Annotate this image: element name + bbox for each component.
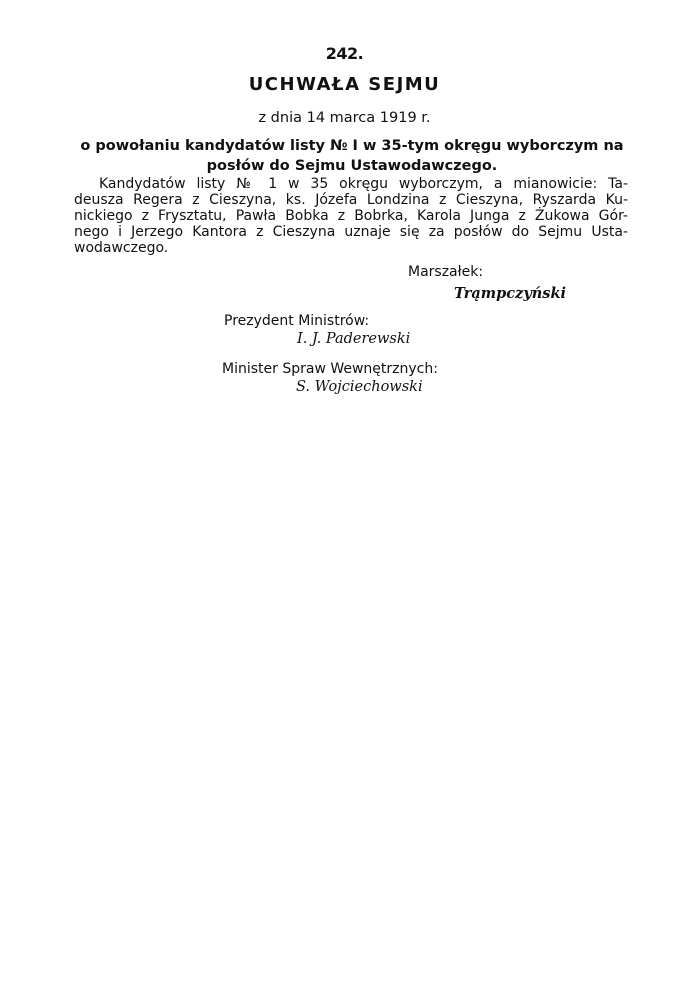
body-line: Kandydatów listy № 1 w 35 okręgu wyborczym, a mianowicie: Ta- bbox=[99, 176, 628, 192]
signature-name: Trąmpczyński bbox=[454, 285, 566, 302]
signature-role: Marszałek: bbox=[408, 264, 484, 280]
body-line: nickiego z Frysztatu, Pawła Bobka z Bobrka, Karola Junga z Żukowa Gór- bbox=[74, 208, 628, 224]
signature-role: Minister Spraw Wewnętrznych: bbox=[222, 361, 438, 377]
page-number: 242. bbox=[325, 44, 364, 63]
signature-name: I. J. Paderewski bbox=[297, 331, 411, 347]
body-paragraph bbox=[74, 176, 628, 256]
document-date: z dnia 14 marca 1919 r. bbox=[258, 110, 431, 126]
document-subject: o powołaniu kandydatów listy № I w 35-tym okręgu wyborczym na posłów do Sejmu Ustawodawczego. bbox=[80, 138, 624, 174]
document-title: UCHWAŁA SEJMU bbox=[248, 74, 441, 95]
signature-name: S. Wojciechowski bbox=[296, 379, 423, 395]
body-line: deusza Regera z Cieszyna, ks. Józefa Londzina z Cieszyna, Ryszarda Ku- bbox=[74, 192, 628, 208]
signature-role: Prezydent Ministrów: bbox=[224, 313, 370, 329]
body-line: wodawczego. bbox=[74, 240, 169, 256]
body-line: nego i Jerzego Kantora z Cieszyna uznaje się za posłów do Sejmu Usta- bbox=[74, 224, 628, 240]
